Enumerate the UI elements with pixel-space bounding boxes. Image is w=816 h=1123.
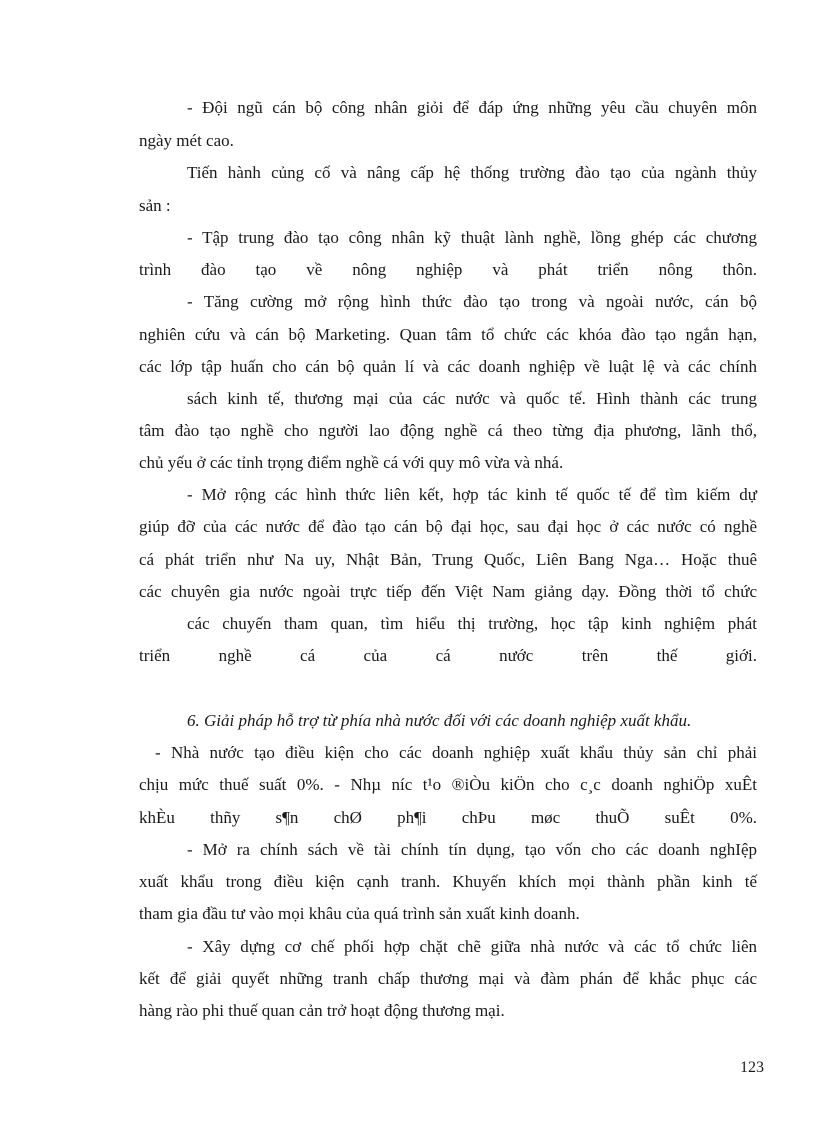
text-line: kết để giải quyết những tranh chấp thương mại và đàm phán để khắc phục các [139,969,757,988]
text-line: - Nhà nước tạo điều kiện cho các doanh nghiệp xuất khẩu thủy sản chỉ phải [155,743,757,762]
text-line: tâm đào tạo nghề cho người lao động nghề cá theo từng địa phương, lãnh thổ, [139,421,757,440]
text-line: - Tăng cường mở rộng hình thức đào tạo trong và ngoài nước, cán bộ [187,292,757,311]
text-line: trình đào tạo về nông nghiệp và phát triển nông thôn. [139,260,757,279]
text-line: khÈu thñy s¶n chØ ph¶i chÞu møc thuÕ suÊt 0%. [139,808,757,827]
text-line: hàng rào phi thuế quan cản trở hoạt động thương mại. [139,1001,505,1020]
text-line: cá phát triển như Na uy, Nhật Bản, Trung Quốc, Liên Bang Nga… Hoặc thuê [139,550,757,569]
text-line: - Mở rộng các hình thức liên kết, hợp tác kinh tế quốc tế để tìm kiếm dự [187,485,757,504]
text-line: Tiến hành củng cố và nâng cấp hệ thống trường đào tạo của ngành thủy [187,163,757,182]
page-number: 123 [740,1059,764,1076]
text-line: các lớp tập huấn cho cán bộ quản lí và các doanh nghiệp về luật lệ và các chính [139,357,757,376]
text-line: - Mở ra chính sách về tài chính tín dụng, tạo vốn cho các doanh nghIệp [187,840,757,859]
text-line: các chuyên gia nước ngoài trực tiếp đến Việt Nam giảng dạy. Đồng thời tổ chức [139,582,757,601]
text-line: ngày mét cao. [139,131,234,150]
text-line: giúp đỡ của các nước để đào tạo cán bộ đại học, sau đại học ở các nước có nghề [139,517,757,536]
text-line: - Tập trung đào tạo công nhân kỹ thuật lành nghề, lồng ghép các chương [187,228,757,247]
text-line: chịu mức thuế suất 0%. - Nhµ níc t¹o ®iÒu kiÖn cho c¸c doanh nghiÖp xuÊt [139,775,757,794]
text-line: - Xây dựng cơ chế phối hợp chặt chẽ giữa nhà nước và các tổ chức liên [187,937,757,956]
text-line: nghiên cứu và cán bộ Marketing. Quan tâm tổ chức các khóa đào tạo ngắn hạn, [139,325,757,344]
text-line: - Đội ngũ cán bộ công nhân giỏi để đáp ứng những yêu cầu chuyên môn [187,98,757,117]
text-line: tham gia đầu tư vào mọi khâu của quá trình sản xuất kinh doanh. [139,904,580,923]
text-line: sách kinh tế, thương mại của các nước và quốc tế. Hình thành các trung [187,389,757,408]
text-line: sản : [139,196,171,215]
text-line: các chuyến tham quan, tìm hiểu thị trường, học tập kinh nghiệm phát [187,614,757,633]
text-line: xuất khẩu trong điều kiện cạnh tranh. Khuyến khích mọi thành phần kinh tế [139,872,757,891]
text-line: chủ yếu ở các tỉnh trọng điểm nghề cá với quy mô vừa và nhá. [139,453,564,472]
section-heading: 6. Giải pháp hỗ trợ từ phía nhà nước đối với các doanh nghiệp xuất khẩu. [187,711,692,730]
text-line: triển nghề cá của cá nước trên thế giới. [139,646,757,665]
